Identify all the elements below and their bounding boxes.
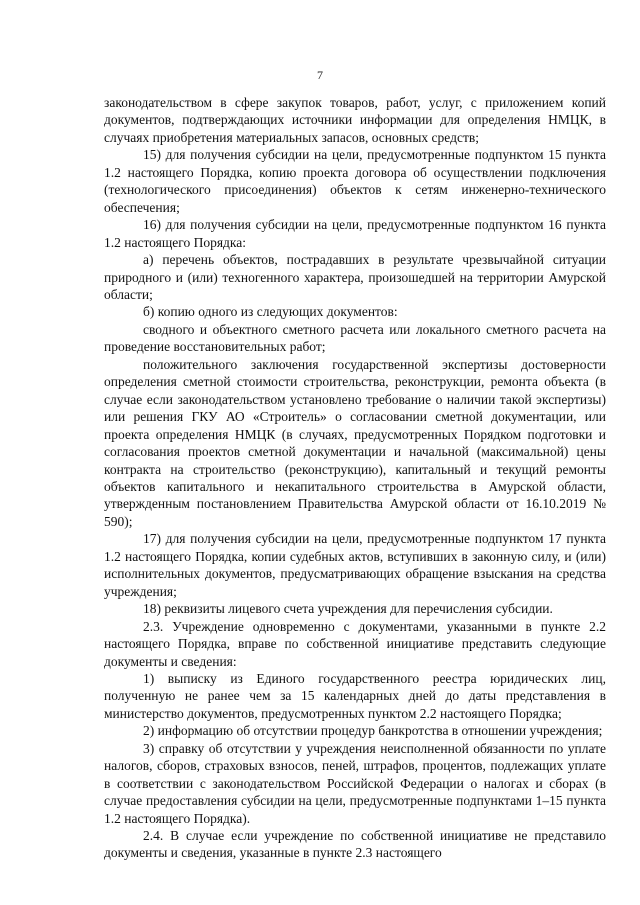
paragraph: 15) для получения субсидии на цели, предусмотренные подпунктом 15 пункта 1.2 настоящего Порядка, копию проекта договора об осуществлении подключения (технологического присоединения) объектов к сетям инженерно-технического обеспечения; (104, 147, 606, 215)
paragraph: 2.3. Учреждение одновременно с документами, указанными в пункте 2.2 настоящего Порядка, вправе по собственной инициативе представить следующие документы и сведения: (104, 618, 606, 669)
paragraph: 17) для получения субсидии на цели, предусмотренные подпунктом 17 пункта 1.2 настоящего Порядка, копии судебных актов, вступивших в законную силу, и (или) исполнительных документов, предусматривающих обращение взыскания на средства учреждения; (104, 531, 606, 599)
paragraph: а) перечень объектов, пострадавших в результате чрезвычайной ситуации природного и (или) техногенного характера, произошедшей на территории Амурской области; (104, 252, 606, 302)
paragraph: 2) информацию об отсутствии процедур банкротства в отношении учреждения; (143, 723, 603, 739)
paragraph: 2.4. В случае если учреждение по собственной инициативе не представило документы и сведения, указанные в пункте 2.3 настоящего (104, 828, 606, 861)
paragraph: сводного и объектного сметного расчета или локального сметного расчета на проведение восстановительных работ; (104, 321, 606, 355)
page-number: 7 (317, 68, 323, 82)
paragraph: законодательством в сфере закупок товаров, работ, услуг, с приложением копий документов, подтверждающих источники информации для определения НМЦК, в случаях приобретения материальных запасов, основных средств; (104, 95, 606, 145)
paragraph: положительного заключения государственной экспертизы достоверности определения сметной стоимости строительства, реконструкции, ремонта объекта (в случае если законодательством установлено требование о наличии такой экспертизы) или решения ГКУ АО «Строитель» о согласовании сметной документации, или проекта определения НМЦК (в случаях, предусмотренных Порядком подготовки и согласования проектов сметной документации и начальной (максимальной) цены контракта на строительство (реконструкцию), капитальный и текущий ремонты объектов капитального и некапитального строительства в Амурской области, утвержденным постановлением Правительства Амурской области от 16.10.2019 № 590); (104, 356, 606, 529)
paragraph: 16) для получения субсидии на цели, предусмотренные подпунктом 16 пункта 1.2 настоящего Порядка: (104, 217, 606, 250)
paragraph: 1) выписку из Единого государственного реестра юридических лиц, полученную не ранее чем за 15 календарных дней до даты представления в министерство документов, предусмотренных пунктом 2.2 настоящего Порядка; (104, 670, 606, 721)
paragraph: 18) реквизиты лицевого счета учреждения для перечисления субсидии. (143, 601, 553, 617)
paragraph: б) копию одного из следующих документов: (143, 304, 398, 320)
document-body (104, 94, 606, 862)
paragraph: 3) справку об отсутствии у учреждения неисполненной обязанности по уплате налогов, сборов, страховых взносов, пеней, штрафов, процентов, подлежащих уплате в соответствии с законодательством Российской Федерации о налогах и сборах (в случае предоставления субсидии на цели, предусмотренные подпунктами 1–15 пункта 1.2 настоящего Порядка). (104, 740, 606, 826)
